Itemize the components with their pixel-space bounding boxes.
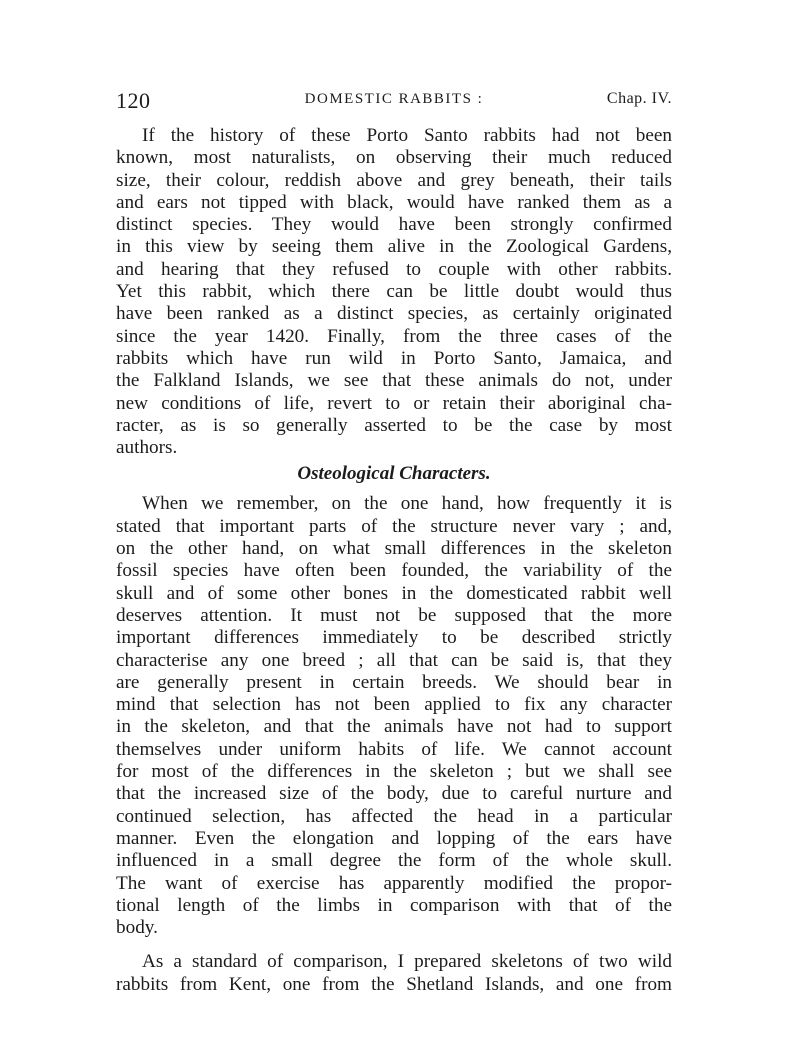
body-text [116, 125, 672, 996]
text-line: and hearing that they refused to couple with other rabbits. [116, 258, 672, 280]
text-line: skull and of some other bones in the domesticated rabbit well [116, 582, 672, 604]
text-line: known, most naturalists, on observing their much reduced [116, 147, 672, 169]
text-line: mind that selection has not been applied to fix any character [116, 694, 672, 716]
text-line: As a standard of comparison, I prepared skeletons of two wild [142, 951, 672, 973]
text-line: the Falkland Islands, we see that these animals do not, under [116, 370, 672, 392]
text-line: have been ranked as a distinct species, as certainly originated [116, 303, 672, 325]
text-line: in this view by seeing them alive in the Zoological Gardens, [116, 236, 672, 258]
paragraph-porto-santo [116, 125, 672, 459]
text-line: Yet this rabbit, which there can be little doubt would thus [116, 281, 672, 303]
text-line: authors. [116, 437, 178, 459]
running-head [116, 88, 672, 116]
text-line: tional length of the limbs in comparison with that of the [116, 894, 672, 916]
text-line: on the other hand, on what small differences in the skeleton [116, 538, 672, 560]
text-line: and ears not tipped with black, would have ranked them as a [116, 191, 672, 213]
text-line: distinct species. They would have been strongly confirmed [116, 214, 672, 236]
text-line: stated that important parts of the structure never vary ; and, [116, 515, 672, 537]
paragraph-osteological [116, 493, 672, 939]
text-line: size, their colour, reddish above and grey beneath, their tails [116, 169, 672, 191]
running-title: DOMESTIC RABBITS : [304, 91, 484, 107]
text-line: important differences immediately to be described strictly [116, 627, 672, 649]
text-line: rabbits which have run wild in Porto Santo, Jamaica, and [116, 347, 672, 369]
text-line: racter, as is so generally asserted to be the case by most [116, 414, 672, 436]
text-line: characterise any one breed ; all that can be said is, that they [116, 649, 672, 671]
text-line: influenced in a small degree the form of the whole skull. [116, 850, 672, 872]
text-line: If the history of these Porto Santo rabbits had not been [142, 125, 672, 146]
page-number: 120 [116, 88, 151, 113]
text-line: fossil species have often been founded, the variability of the [116, 560, 672, 582]
section-heading: Osteological Characters. [297, 463, 491, 485]
paragraph-standard-of-comparison [116, 951, 672, 996]
chapter-label: Chap. IV. [606, 90, 672, 107]
text-line: since the year 1420. Finally, from the three cases of the [116, 325, 672, 347]
text-line: When we remember, on the one hand, how frequently it is [142, 493, 672, 515]
text-line: for most of the differences in the skeleton ; but we shall see [116, 761, 672, 783]
text-line: The want of exercise has apparently modified the propor- [116, 872, 672, 894]
text-line: body. [116, 917, 158, 939]
text-line: new conditions of life, revert to or retain their aboriginal cha- [116, 392, 672, 414]
text-line: in the skeleton, and that the animals have not had to support [116, 716, 672, 738]
text-line: are generally present in certain breeds. We should bear in [116, 671, 672, 693]
text-line: manner. Even the elongation and lopping of the ears have [116, 827, 672, 849]
paragraph-spacer [116, 939, 672, 951]
text-line: deserves attention. It must not be supposed that the more [116, 604, 672, 626]
text-line: continued selection, has affected the head in a particular [116, 805, 672, 827]
text-line: rabbits from Kent, one from the Shetland Islands, and one from [116, 973, 672, 995]
text-line: that the increased size of the body, due to careful nurture and [116, 783, 672, 805]
text-line: themselves under uniform habits of life. We cannot account [116, 738, 672, 760]
